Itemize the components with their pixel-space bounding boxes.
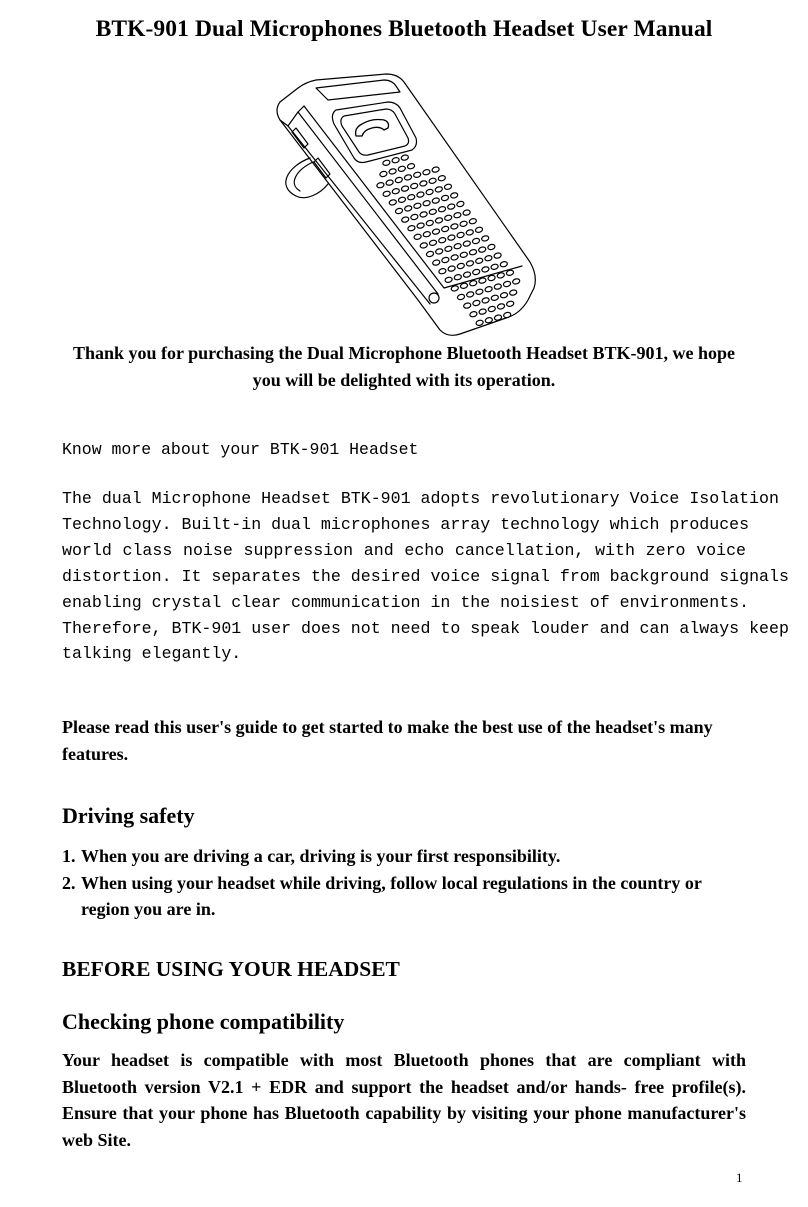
speaker-hole bbox=[388, 168, 396, 175]
speaker-hole bbox=[478, 308, 486, 315]
speaker-hole bbox=[447, 265, 455, 272]
speaker-hole bbox=[456, 201, 464, 208]
speaker-hole bbox=[425, 189, 433, 196]
intro-line: Technology. Built-in dual microphones array technology which produces bbox=[62, 514, 750, 534]
thank-you-message: Thank you for purchasing the Dual Microphone Bluetooth Headset BTK-901, we hope you will be delighted with its operation. bbox=[72, 343, 736, 390]
speaker-hole bbox=[472, 238, 480, 245]
speaker-hole bbox=[484, 255, 492, 262]
speaker-hole bbox=[404, 205, 412, 212]
speaker-hole bbox=[444, 276, 452, 283]
speaker-hole bbox=[490, 263, 498, 270]
speaker-hole bbox=[435, 217, 443, 224]
page-number: 1 bbox=[736, 1170, 743, 1185]
speaker-hole bbox=[385, 179, 393, 186]
speaker-hole bbox=[401, 185, 409, 192]
list-item-number: 2. bbox=[62, 872, 76, 893]
speaker-hole bbox=[497, 303, 505, 310]
speaker-hole bbox=[463, 271, 471, 278]
intro-line: Therefore, BTK-901 user does not need to speak louder and can always keep bbox=[62, 618, 789, 638]
speaker-hole bbox=[466, 260, 474, 267]
speaker-hole bbox=[475, 257, 483, 264]
speaker-hole bbox=[509, 289, 517, 296]
speaker-hole bbox=[376, 182, 384, 189]
list-item-number: 1. bbox=[62, 846, 76, 866]
speaker-hole bbox=[506, 300, 514, 307]
speaker-hole bbox=[447, 234, 455, 241]
speaker-hole bbox=[438, 237, 446, 244]
speaker-hole bbox=[432, 197, 440, 204]
speaker-hole bbox=[420, 242, 428, 249]
speaker-hole bbox=[457, 263, 465, 270]
know-more-heading: Know more about your BTK-901 Headset bbox=[62, 440, 419, 459]
speaker-hole bbox=[389, 199, 397, 206]
speaker-hole bbox=[456, 232, 464, 239]
compatibility-paragraph: Your headset is compatible with most Bluetooth phones that are compliant with Bluetooth version V2.1 + EDR and support the headset and/or hands- free profile(s). Ensure that your phone has Bluetooth capability by visiting your phone manufacturer's web Site. bbox=[62, 1050, 746, 1150]
speaker-hole bbox=[422, 169, 430, 176]
speaker-hole bbox=[432, 228, 440, 235]
speaker-hole bbox=[401, 154, 409, 161]
speaker-hole bbox=[429, 239, 437, 246]
speaker-hole bbox=[462, 209, 470, 216]
speaker-hole bbox=[410, 183, 418, 190]
speaker-hole bbox=[469, 311, 477, 318]
speaker-hole bbox=[423, 231, 431, 238]
speaker-hole bbox=[466, 229, 474, 236]
speaker-hole bbox=[459, 220, 467, 227]
speaker-hole bbox=[435, 248, 443, 255]
speaker-hole bbox=[469, 249, 477, 256]
speaker-hole bbox=[419, 180, 427, 187]
speaker-hole bbox=[488, 306, 496, 313]
speaker-hole bbox=[429, 208, 437, 215]
speaker-hole bbox=[432, 259, 440, 266]
speaker-hole bbox=[391, 157, 399, 164]
speaker-hole bbox=[413, 171, 421, 178]
list-item-text: When you are driving a car, driving is your first responsibility. bbox=[81, 846, 561, 866]
speaker-hole bbox=[422, 200, 430, 207]
speaker-hole bbox=[431, 166, 439, 173]
speaker-hole bbox=[416, 191, 424, 198]
speaker-hole bbox=[435, 186, 443, 193]
bluetooth-headset-illustration bbox=[258, 66, 558, 341]
driving-safety-list bbox=[62, 843, 752, 923]
speaker-hole bbox=[491, 294, 499, 301]
speaker-hole bbox=[444, 245, 452, 252]
speaker-hole bbox=[407, 194, 415, 201]
speaker-hole bbox=[487, 244, 495, 251]
speaker-hole bbox=[463, 302, 471, 309]
speaker-hole bbox=[460, 251, 468, 258]
speaker-hole bbox=[484, 286, 492, 293]
speaker-hole bbox=[438, 175, 446, 182]
driving-safety-heading: Driving safety bbox=[62, 803, 195, 828]
speaker-hole bbox=[441, 195, 449, 202]
speaker-hole bbox=[450, 223, 458, 230]
speaker-hole bbox=[395, 177, 403, 184]
speaker-hole bbox=[398, 196, 406, 203]
page-title: BTK-901 Dual Microphones Bluetooth Headset User Manual bbox=[95, 16, 713, 42]
speaker-hole bbox=[410, 214, 418, 221]
speaker-hole bbox=[475, 288, 483, 295]
speaker-hole bbox=[382, 190, 390, 197]
speaker-hole bbox=[500, 292, 508, 299]
intro-line: talking elegantly. bbox=[62, 644, 242, 664]
speaker-hole bbox=[454, 274, 462, 281]
list-item bbox=[62, 843, 752, 870]
compatibility-heading: Checking phone compatibility bbox=[62, 1009, 345, 1034]
speaker-hole bbox=[392, 188, 400, 195]
speaker-hole bbox=[500, 261, 508, 268]
speaker-hole bbox=[447, 203, 455, 210]
before-using-heading: BEFORE USING YOUR HEADSET bbox=[62, 957, 400, 981]
speaker-hole bbox=[438, 206, 446, 213]
speaker-hole bbox=[441, 257, 449, 264]
phone-handset-icon bbox=[356, 120, 389, 137]
intro-line: distortion. It separates the desired voice signal from background signals bbox=[62, 566, 789, 586]
speaker-hole bbox=[481, 235, 489, 242]
speaker-hole bbox=[444, 214, 452, 221]
speaker-hole bbox=[453, 212, 461, 219]
speaker-hole bbox=[398, 165, 406, 172]
speaker-hole bbox=[407, 163, 415, 170]
speaker-hole bbox=[450, 254, 458, 261]
intro-line: enabling crystal clear communication in the noisiest of environments. bbox=[62, 592, 750, 612]
speaker-hole bbox=[419, 211, 427, 218]
speaker-hole bbox=[426, 251, 434, 258]
speaker-hole bbox=[444, 183, 452, 190]
speaker-hole bbox=[428, 177, 436, 184]
speaker-hole bbox=[450, 192, 458, 199]
speaker-hole bbox=[475, 319, 483, 326]
speaker-hole bbox=[401, 216, 409, 223]
speaker-hole bbox=[469, 218, 477, 225]
speaker-hole bbox=[438, 268, 446, 275]
speaker-hole bbox=[382, 159, 390, 166]
speaker-hole bbox=[481, 266, 489, 273]
speaker-hole bbox=[503, 281, 511, 288]
speaker-hole bbox=[512, 278, 520, 285]
speaker-hole bbox=[457, 294, 465, 301]
speaker-hole bbox=[472, 269, 480, 276]
speaker-hole bbox=[475, 226, 483, 233]
speaker-hole bbox=[463, 240, 471, 247]
speaker-hole bbox=[503, 312, 511, 319]
speaker-hole bbox=[494, 283, 502, 290]
speaker-hole bbox=[395, 208, 403, 215]
speaker-hole bbox=[481, 297, 489, 304]
speaker-hole bbox=[472, 300, 480, 307]
speaker-hole bbox=[407, 225, 415, 232]
intro-line: The dual Microphone Headset BTK-901 adopts revolutionary Voice Isolation bbox=[62, 489, 779, 508]
speaker-hole bbox=[426, 220, 434, 227]
list-item bbox=[62, 870, 752, 923]
please-read-note: Please read this user's guide to get started to make the best use of the headset's many features. bbox=[62, 717, 713, 764]
intro-line: world class noise suppression and echo cancellation, with zero voice bbox=[62, 540, 746, 560]
list-item-text: When using your headset while driving, follow local regulations in the country or region you are in. bbox=[81, 872, 702, 919]
speaker-hole bbox=[478, 246, 486, 253]
intro-paragraph bbox=[62, 486, 789, 667]
speaker-hole bbox=[453, 243, 461, 250]
speaker-hole bbox=[413, 202, 421, 209]
speaker-hole bbox=[413, 233, 421, 240]
speaker-hole bbox=[379, 171, 387, 178]
speaker-hole bbox=[404, 174, 412, 181]
speaker-hole bbox=[466, 291, 474, 298]
speaker-hole bbox=[441, 226, 449, 233]
speaker-hole bbox=[416, 222, 424, 229]
speaker-hole bbox=[493, 252, 501, 259]
